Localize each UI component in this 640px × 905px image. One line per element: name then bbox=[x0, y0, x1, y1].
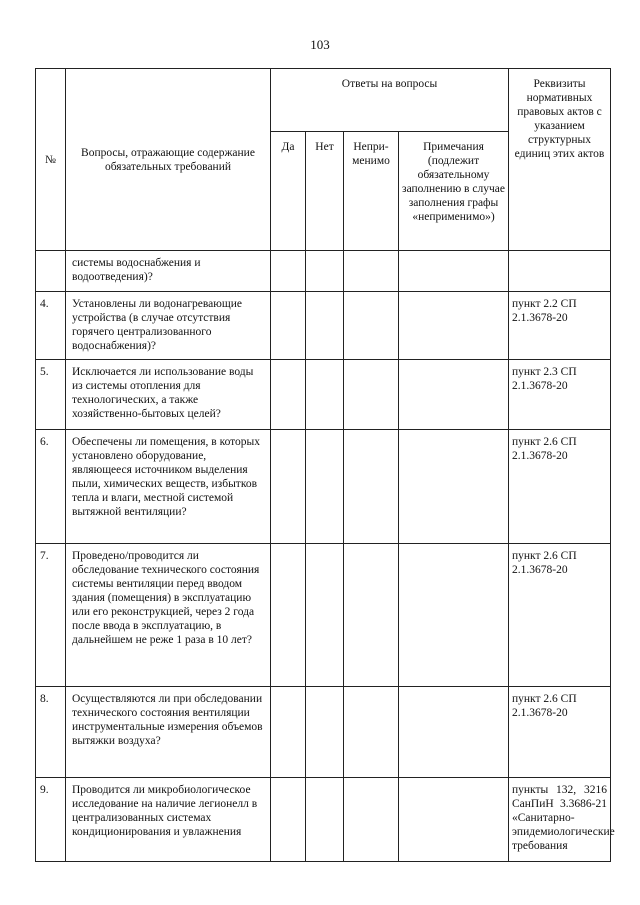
header-answers-group: Ответы на вопросы bbox=[271, 69, 509, 132]
row-question: Обеспечены ли помещения, в которых установлено оборудование, являющееся источником выделения пыли, химических веществ, избытков тепла и влаги, местной системой вытяжной вентиляции? bbox=[66, 430, 271, 544]
row-question: Осуществляются ли при обследовании технического состояния вентиляции инструментальные измерения объемов вытяжки воздуха? bbox=[66, 687, 271, 778]
notes-cell[interactable] bbox=[399, 251, 509, 292]
row-question: Проведено/проводится ли обследование технического состояния системы вентиляции перед вводом здания (помещения) в эксплуатацию или его реконструкцией, через 2 года после ввода в эксплуатацию, в дальнейшем не реже 1 раза в 10 лет? bbox=[66, 544, 271, 687]
header-not-applicable: Непри-менимо bbox=[344, 132, 399, 251]
row-requisites: пункт 2.3 СП 2.1.3678-20 bbox=[509, 360, 611, 430]
row-question: Исключается ли использование воды из системы отопления для технологических, а также хозяйственно-бытовых целей? bbox=[66, 360, 271, 430]
header-no: Нет bbox=[306, 132, 344, 251]
row-requisites: пункт 2.6 СП 2.1.3678-20 bbox=[509, 430, 611, 544]
answer-not-applicable-cell[interactable] bbox=[344, 778, 399, 862]
answer-yes-cell[interactable] bbox=[271, 251, 306, 292]
row-number: 6. bbox=[36, 430, 66, 544]
row-number: 7. bbox=[36, 544, 66, 687]
header-row-top bbox=[36, 69, 611, 132]
header-question: Вопросы, отражающие содержание обязательных требований bbox=[66, 69, 271, 251]
answer-no-cell[interactable] bbox=[306, 292, 344, 360]
notes-cell[interactable] bbox=[399, 687, 509, 778]
answer-not-applicable-cell[interactable] bbox=[344, 292, 399, 360]
row-question: Установлены ли водонагревающие устройства (в случае отсутствия горячего централизованного водоснабжения)? bbox=[66, 292, 271, 360]
page-number: 103 bbox=[310, 37, 330, 52]
row-requisites: пункт 2.6 СП 2.1.3678-20 bbox=[509, 687, 611, 778]
row-requisites bbox=[509, 251, 611, 292]
answer-yes-cell[interactable] bbox=[271, 430, 306, 544]
header-requisites: Реквизиты нормативных правовых актов с указанием структурных единиц этих актов bbox=[509, 69, 611, 251]
header-number: № bbox=[36, 69, 66, 251]
notes-cell[interactable] bbox=[399, 292, 509, 360]
answer-yes-cell[interactable] bbox=[271, 544, 306, 687]
notes-cell[interactable] bbox=[399, 360, 509, 430]
notes-cell[interactable] bbox=[399, 544, 509, 687]
answer-not-applicable-cell[interactable] bbox=[344, 360, 399, 430]
answer-no-cell[interactable] bbox=[306, 687, 344, 778]
answer-not-applicable-cell[interactable] bbox=[344, 544, 399, 687]
table-row bbox=[36, 292, 611, 360]
header-yes: Да bbox=[271, 132, 306, 251]
answer-not-applicable-cell[interactable] bbox=[344, 430, 399, 544]
answer-yes-cell[interactable] bbox=[271, 778, 306, 862]
row-number: 8. bbox=[36, 687, 66, 778]
answer-no-cell[interactable] bbox=[306, 430, 344, 544]
row-question: системы водоснабжения и водоотведения)? bbox=[66, 251, 271, 292]
table-row bbox=[36, 430, 611, 544]
header-notes: Примечания (подлежит обязательному заполнению в случае заполнения графы «неприменимо») bbox=[399, 132, 509, 251]
checklist-sheet bbox=[35, 68, 615, 854]
notes-cell[interactable] bbox=[399, 430, 509, 544]
row-question: Проводится ли микробиологическое исследование на наличие легионелл в централизованных системах кондиционирования и увлажнения bbox=[66, 778, 271, 862]
answer-yes-cell[interactable] bbox=[271, 360, 306, 430]
row-number: 9. bbox=[36, 778, 66, 862]
answer-yes-cell[interactable] bbox=[271, 292, 306, 360]
table-row bbox=[36, 544, 611, 687]
table-row bbox=[36, 251, 611, 292]
answer-no-cell[interactable] bbox=[306, 544, 344, 687]
answer-no-cell[interactable] bbox=[306, 360, 344, 430]
answer-not-applicable-cell[interactable] bbox=[344, 687, 399, 778]
row-requisites: пункт 2.2 СП 2.1.3678-20 bbox=[509, 292, 611, 360]
row-number: 4. bbox=[36, 292, 66, 360]
table-row bbox=[36, 360, 611, 430]
row-number bbox=[36, 251, 66, 292]
table-row bbox=[36, 687, 611, 778]
answer-not-applicable-cell[interactable] bbox=[344, 251, 399, 292]
row-number: 5. bbox=[36, 360, 66, 430]
answer-no-cell[interactable] bbox=[306, 251, 344, 292]
row-requisites: пункт 2.6 СП 2.1.3678-20 bbox=[509, 544, 611, 687]
notes-cell[interactable] bbox=[399, 778, 509, 862]
answer-no-cell[interactable] bbox=[306, 778, 344, 862]
answer-yes-cell[interactable] bbox=[271, 687, 306, 778]
row-requisites: пункты 132, 3216 СанПиН 3.3686-21 «Санитарно-эпидемиологические требования bbox=[509, 778, 611, 862]
checklist-table bbox=[35, 68, 615, 862]
table-row bbox=[36, 778, 611, 862]
